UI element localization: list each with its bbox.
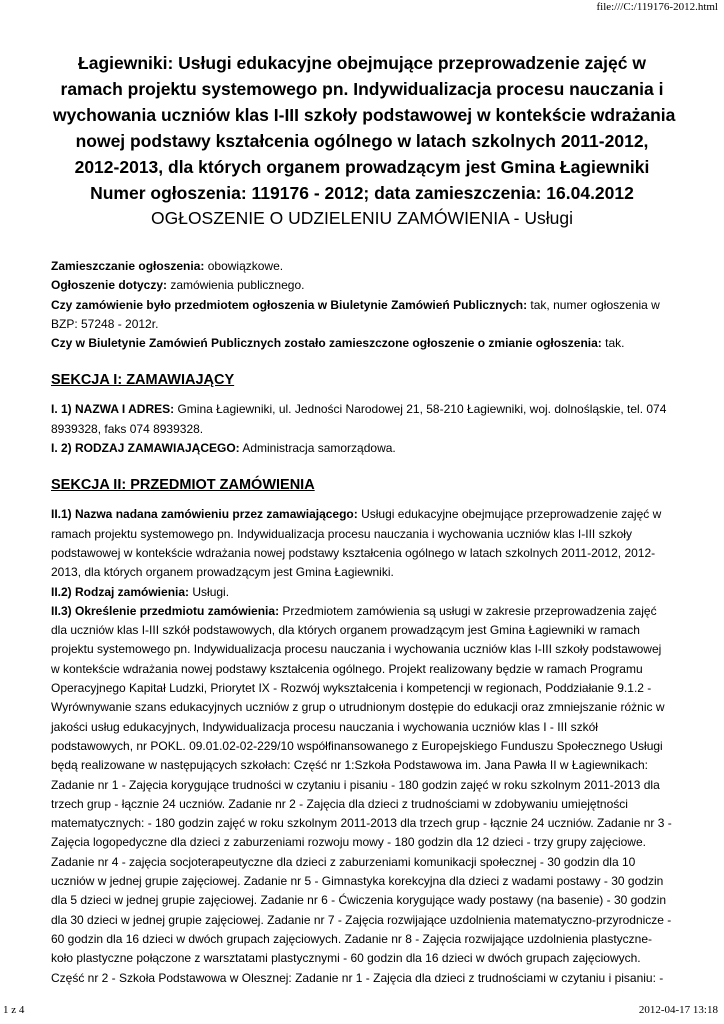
bzp-value: tak, numer ogłoszenia w BZP: 57248 - 2012r. — [51, 297, 660, 331]
print-footer-page: 1 z 4 — [3, 1004, 25, 1016]
concerns-label: Ogłoszenie dotyczy: — [51, 278, 168, 293]
notice-number-line: Numer ogłoszenia: 119176 - 2012; data zamieszczenia: 16.04.2012 — [90, 183, 634, 203]
title-line-1: Łagiewniki: Usługi edukacyjne obejmujące przeprowadzenie zajęć w — [78, 53, 646, 73]
concerns-row — [51, 276, 673, 295]
notice-type-subtitle: OGŁOSZENIE O UDZIELENIU ZAMÓWIENIA - Usługi — [150, 208, 573, 228]
title-line-5: 2012-2013, dla których organem prowadzącym jest Gmina Łagiewniki — [74, 157, 650, 177]
order-kind-row — [51, 583, 673, 602]
title-line-4: nowej podstawy kształcenia ogólnego w latach szkolnych 2011-2012, — [75, 131, 649, 151]
change-value: tak. — [601, 336, 625, 351]
publication-label: Zamieszczanie ogłoszenia: — [51, 259, 205, 273]
print-footer-datetime: 2012-04-17 13:18 — [638, 1004, 718, 1016]
order-name-row — [51, 505, 673, 582]
order-name-label: II.1) Nazwa nadana zamówieniu przez zamawiającego: — [51, 507, 358, 522]
bzp-label: Czy zamówienie było przedmiotem ogłoszenia w Biuletynie Zamówień Publicznych: — [51, 297, 528, 312]
bzp-row — [51, 296, 673, 335]
concerns-value: zamówienia publicznego. — [167, 278, 305, 293]
order-description-label: II.3) Określenie przedmiotu zamówienia: — [51, 603, 280, 618]
change-label: Czy w Biuletynie Zamówień Publicznych zostało zamieszczone ogłoszenie o zmianie ogłoszenia: — [51, 336, 602, 351]
notice-meta — [51, 257, 673, 353]
order-description-row — [51, 602, 673, 988]
print-header-url: file:///C:/119176-2012.html — [596, 1, 718, 13]
contracting-type-label: I. 2) RODZAJ ZAMAWIAJĄCEGO: — [51, 441, 240, 456]
section-2-body — [51, 505, 673, 987]
title-line-2: ramach projektu systemowego pn. Indywidualizacja procesu nauczania i — [60, 79, 664, 99]
document-content — [51, 50, 676, 988]
section-2-heading: SEKCJA II: PRZEDMIOT ZAMÓWIENIA — [51, 477, 315, 494]
contracting-name-row — [51, 400, 673, 439]
contracting-type-row — [51, 439, 673, 458]
page-title — [51, 50, 676, 206]
contracting-type-value: Administracja samorządowa. — [239, 441, 396, 456]
section-1-heading: SEKCJA I: ZAMAWIAJĄCY — [51, 372, 235, 389]
order-description-value: Przedmiotem zamówienia są usługi w zakresie przeprowadzenia zajęć dla uczniów klas I-III szkół podstawowych, dla których organem prowadzącym jest Gmina Łagiewniki w ramach projektu systemowego pn. Indywidualizacja procesu nauczania i wychowania uczniów klas I-III szkoły podstawowej w kontekście wdrażania nowej podstawy kształcenia ogólnego. Projekt realizowany będzie w ramach Programu Operacyjnego Kapitał Ludzki, Priorytet IX - Rozwój wykształcenia i kompetencji w regionach, Poddziałanie 9.1.2 - Wyrównywanie szans edukacyjnych uczniów z grup o utrudnionym dostępie do edukacji oraz zmniejszanie różnic w jakości usług edukacyjnych, Indywidualizacja procesu nauczania i wychowania uczniów klas I - III szkół podstawowych, nr POKL. 09.01.02-02-229/10 współfinansowanego z Europejskiego Funduszu Społecznego Usługi będą realizowane w następujących szkołach: Część nr 1:Szkoła Podstawowa im. Jana Pawła II w Łagiewnikach: Zadanie nr 1 - Zajęcia korygujące trudności w czytaniu i pisaniu - 180 godzin zajęć w roku szkolnym 2011-2013 dla trzech grup - łącznie 24 uczniów. Zadanie nr 2 - Zajęcia dla dzieci z trudnościami w zdobywaniu umiejętności matematycznych: - 180 godzin zajęć w roku szkolnym 2011-2013 dla trzech grup - łącznie 24 uczniów. Zadanie nr 3 - Zajęcia logopedyczne dla dzieci z zaburzeniami rozwoju mowy - 180 godzin dla 12 dzieci - trzy grupy zajęciowe. Zadanie nr 4 - zajęcia socjoterapeutyczne dla dzieci z zaburzeniami komunikacji społecznej - 30 godzin dla 10 uczniów w jednej grupie zajęciowej. Zadanie nr 5 - Gimnastyka korekcyjna dla dzieci z wadami postawy - 30 godzin dla 5 dzieci w jednej grupie zajęciowej. Zadanie nr 6 - Ćwiczenia korygujące wady postawy (na basenie) - 30 godzin dla 30 dzieci w jednej grupie zajęciowej. Zadanie nr 7 - Zajęcia rozwijające uzdolnienia matematyczno-przyrodnicze - 60 godzin dla 16 dzieci w dwóch grupach zajęciowych. Zadanie nr 8 - Zajęcia rozwijające uzdolnienia plastyczne-koło plastyczne połączone z warsztatami plastycznymi - 60 godzin dla 16 dzieci w dwóch grupach zajęciowych. Część nr 2 - Szkoła Podstawowa w Olesznej: Zadanie nr 1 - Zajęcia dla dzieci z trudnościami w czytaniu i pisaniu: - — [51, 603, 672, 985]
publication-value: obowiązkowe. — [204, 259, 284, 273]
order-name-value: Usługi edukacyjne obejmujące przeprowadzenie zajęć w ramach projektu systemowego pn. Indywidualizacja procesu nauczania i wychowania uczniów klas I-III szkoły podstawowej w kontekście wdrażania nowej podstawy kształcenia ogólnego w latach szkolnych 2011-2012, 2012-2013, dla których organem prowadzącym jest Gmina Łagiewniki. — [51, 507, 662, 580]
section-1-body — [51, 400, 673, 458]
publication-row — [51, 257, 673, 276]
order-kind-value: Usługi. — [189, 584, 230, 599]
change-row — [51, 334, 673, 353]
title-line-3: wychowania uczniów klas I-III szkoły podstawowej w kontekście wdrażania — [53, 105, 676, 125]
contracting-name-label: I. 1) NAZWA I ADRES: — [51, 402, 175, 417]
contracting-name-value: Gmina Łagiewniki, ul. Jedności Narodowej 21, 58-210 Łagiewniki, woj. dolnośląskie, tel. 074 8939328, faks 074 8939328. — [51, 402, 667, 436]
order-kind-label: II.2) Rodzaj zamówienia: — [51, 584, 190, 599]
